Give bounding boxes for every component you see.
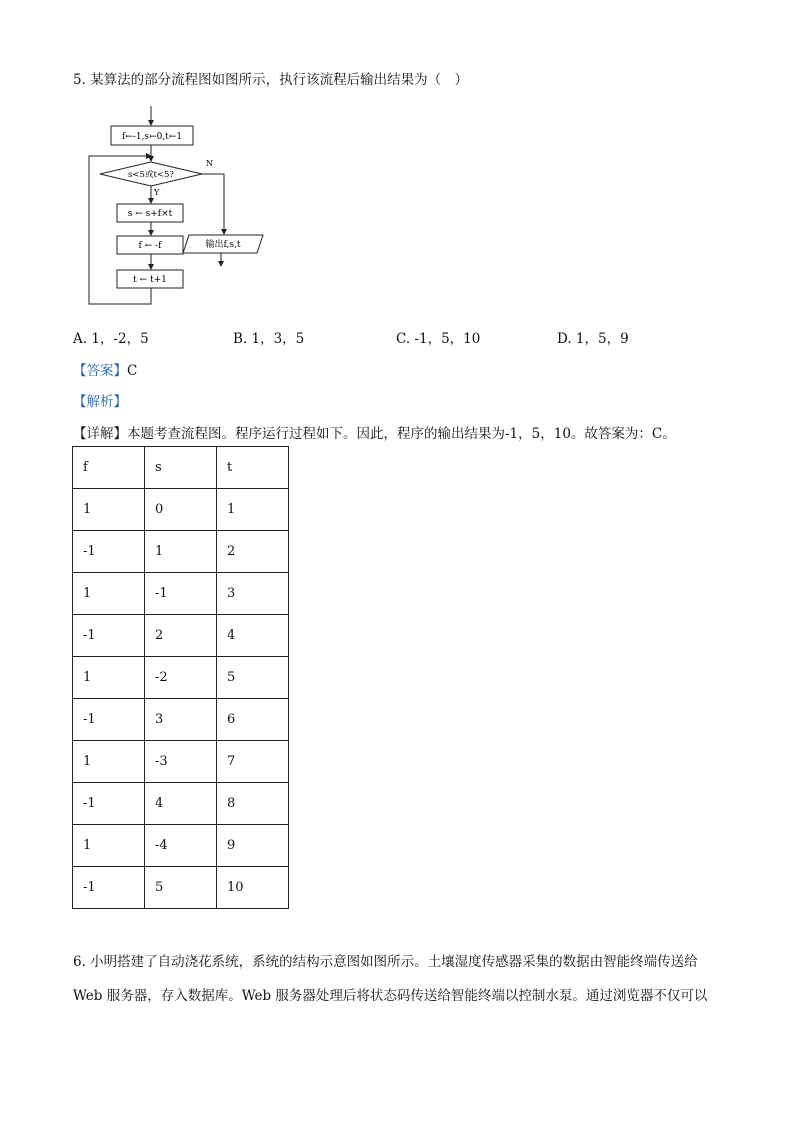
table-row <box>73 825 289 867</box>
table-cell: 7 <box>217 741 289 783</box>
answer-line <box>73 359 137 379</box>
table-cell: 9 <box>217 825 289 867</box>
table-cell: 8 <box>217 783 289 825</box>
table-cell: -1 <box>73 615 145 657</box>
table-cell: 1 <box>73 573 145 615</box>
flow-yes-label: Y <box>154 188 160 197</box>
table-cell: 1 <box>73 657 145 699</box>
table-cell: -3 <box>145 741 217 783</box>
table-cell: 10 <box>217 867 289 909</box>
flow-step1-label: s ← s+f×t <box>127 209 173 219</box>
table-cell: 2 <box>217 531 289 573</box>
table-cell: -1 <box>73 783 145 825</box>
table-cell: 0 <box>145 489 217 531</box>
option-d: D. 1，5，9 <box>557 331 629 347</box>
table-cell: 1 <box>145 531 217 573</box>
flow-no-label: N <box>206 159 213 168</box>
analysis-tag: 【解析】 <box>73 394 127 410</box>
table-row <box>73 741 289 783</box>
option-c: C. -1，5，10 <box>396 331 481 347</box>
table-cell: -4 <box>145 825 217 867</box>
table-row <box>73 489 289 531</box>
table-cell: 1 <box>73 825 145 867</box>
table-cell: -1 <box>145 573 217 615</box>
table-cell: 5 <box>217 657 289 699</box>
table-cell: 1 <box>217 489 289 531</box>
detail-tag: 【详解】 <box>73 426 127 442</box>
flow-step3-label: t ← t+1 <box>133 275 167 285</box>
table-cell: 6 <box>217 699 289 741</box>
table-header-cell: s <box>145 447 217 489</box>
table-cell: 3 <box>145 699 217 741</box>
flow-init-label: f←-1,s←0,t←1 <box>121 132 183 142</box>
table-row <box>73 573 289 615</box>
table-row <box>73 615 289 657</box>
table-header-row <box>73 447 289 489</box>
table-row <box>73 783 289 825</box>
detail-line <box>73 422 676 442</box>
table-row <box>73 699 289 741</box>
option-b: B. 1，3，5 <box>233 331 305 347</box>
flowchart <box>84 104 274 314</box>
question-6-line-2: Web 服务器，存入数据库。Web 服务器处理后将状态码传送给智能终端以控制水泵。通过浏览器不仅可以 <box>73 988 708 1004</box>
table-cell: 2 <box>145 615 217 657</box>
table-header-cell: f <box>73 447 145 489</box>
flow-condition-label: s<5或t<5? <box>128 170 174 180</box>
answer-value: C <box>127 363 138 379</box>
trace-table <box>72 446 289 909</box>
answer-tag: 【答案】 <box>73 363 127 379</box>
table-cell: -1 <box>73 867 145 909</box>
table-row <box>73 867 289 909</box>
table-cell: -2 <box>145 657 217 699</box>
table-cell: -1 <box>73 699 145 741</box>
detail-text: 本题考查流程图。程序运行过程如下。因此，程序的输出结果为-1，5，10。故答案为：C。 <box>127 426 676 442</box>
table-cell: 1 <box>73 489 145 531</box>
analysis-line <box>73 390 127 410</box>
flow-output-label: 输出f,s,t <box>205 240 241 250</box>
question-6-line-1: 6. 小明搭建了自动浇花系统，系统的结构示意图如图所示。土壤湿度传感器采集的数据由智能终端传送给 <box>73 954 698 970</box>
table-header-cell: t <box>217 447 289 489</box>
table-cell: 3 <box>217 573 289 615</box>
table-row <box>73 657 289 699</box>
flow-step2-label: f ← -f <box>138 241 162 251</box>
table-cell: -1 <box>73 531 145 573</box>
table-cell: 4 <box>217 615 289 657</box>
table-row <box>73 531 289 573</box>
question-5-stem: 5. 某算法的部分流程图如图所示，执行该流程后输出结果为（ ） <box>73 72 469 88</box>
table-cell: 4 <box>145 783 217 825</box>
table-cell: 5 <box>145 867 217 909</box>
table-cell: 1 <box>73 741 145 783</box>
option-a: A. 1，-2，5 <box>73 331 149 347</box>
